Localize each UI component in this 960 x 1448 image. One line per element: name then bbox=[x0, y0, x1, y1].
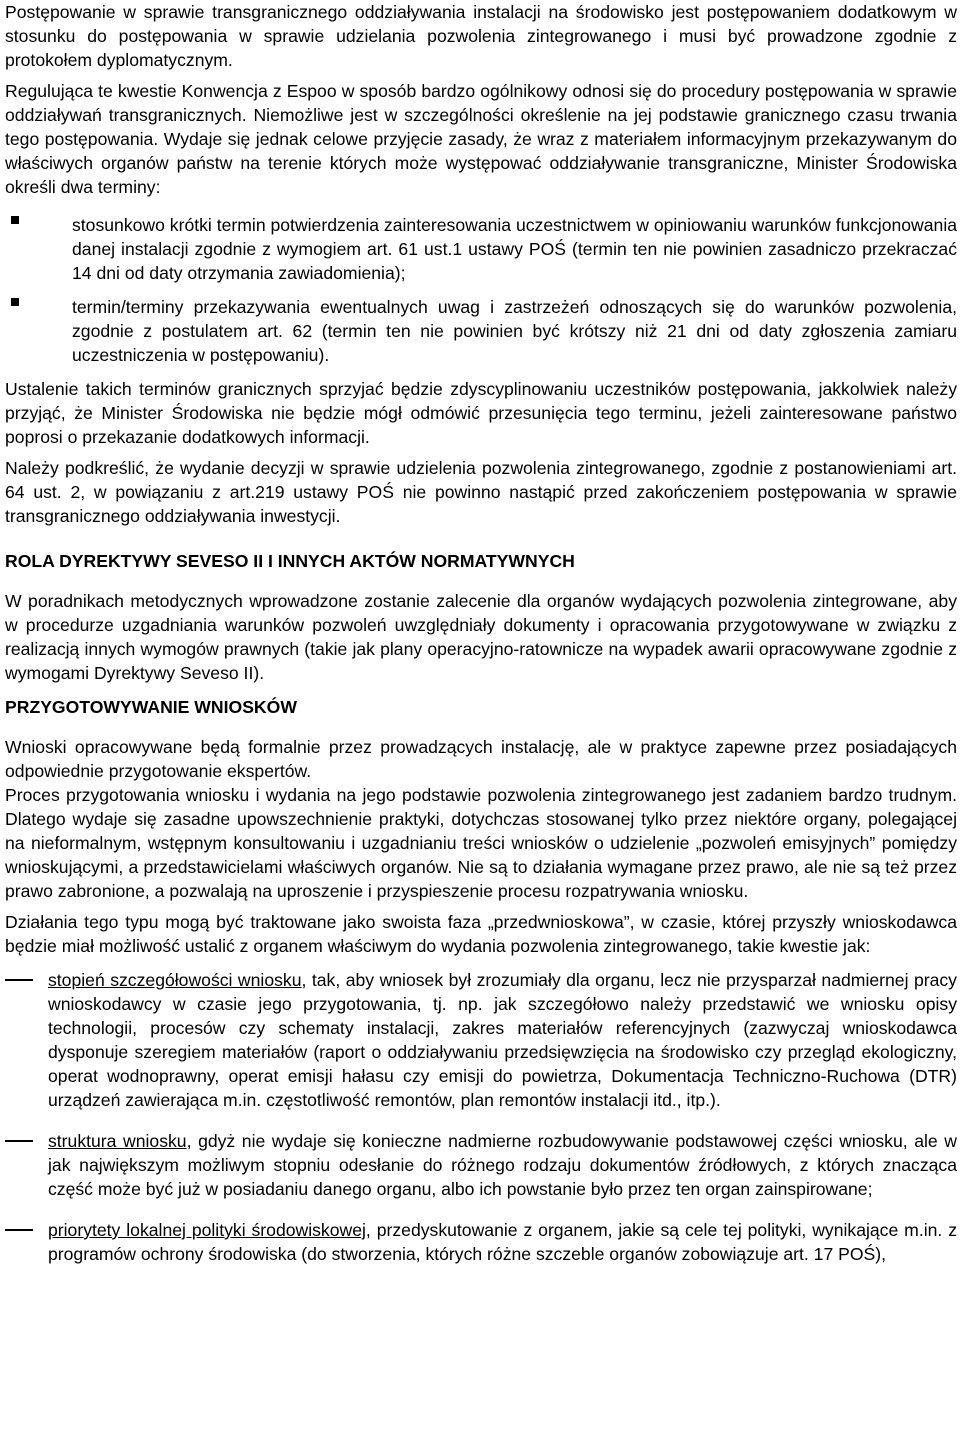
dash-list bbox=[5, 968, 957, 1266]
dash-bullet-icon bbox=[5, 979, 33, 981]
paragraph-methodological-guides: W poradnikach metodycznych wprowadzone zostanie zalecenie dla organów wydających pozwolenia zintegrowane, aby w procedurze uzgadniania warunków pozwoleń uwzględniały dokumenty i opracowania przygotowywane w związku z realizacją innych wymogów prawnych (takie jak plany operacyjno-ratownicze na wypadek awarii opracowywane zgodnie z wymogami Dyrektywy Seveso II). bbox=[5, 591, 957, 683]
dash-item-text: gdyż nie wydaje się konieczne nadmierne rozbudowywanie podstawowej części wniosku, ale w jak największym możliwym stopniu odesłanie do różnego rodzaju dokumentów źródłowych, z których znacząca część może być już w posiadaniu danego organu, albo ich powstanie było przez ten organ zainspirowane; bbox=[48, 1131, 957, 1199]
paragraph-pre-application: Działania tego typu mogą być traktowane jako swoista faza „przedwnioskowa”, w czasie, której przyszły wnioskodawca będzie miał możliwość ustalić z organem właściwym do wydania pozwolenia zintegrowanego, takie kwestie jak: bbox=[5, 912, 957, 956]
dash-item-priorities bbox=[5, 1218, 957, 1266]
dash-bullet-icon bbox=[5, 1140, 33, 1142]
square-bullet-icon bbox=[11, 216, 19, 224]
paragraph-applications-prepared: Wnioski opracowywane będą formalnie przez prowadzących instalację, ale w praktyce zapewne przez posiadających odpowiednie przygotowanie ekspertów. bbox=[5, 737, 957, 781]
paragraph-decision: Należy podkreślić, że wydanie decyzji w sprawie udzielenia pozwolenia zintegrowanego, zgodnie z postanowieniami art. 64 ust. 2, w powiązaniu z art.219 ustawy POŚ nie powinno nastąpić przed zakończeniem postępowania w sprawie transgranicznego oddziaływania inwestycji. bbox=[5, 458, 957, 526]
deadline-bullet-list bbox=[5, 213, 957, 367]
paragraph-transboundary-procedure: Postępowanie w sprawie transgranicznego oddziaływania instalacji na środowisko jest postępowaniem dodatkowym w stosunku do postępowania w sprawie udzielania pozwolenia zintegrowanego i musi być prowadzone zgodnie z protokołem dyplomatycznym. bbox=[5, 2, 957, 70]
dash-item-term: priorytety lokalnej polityki środowiskowej bbox=[48, 1220, 366, 1240]
dash-bullet-icon bbox=[5, 1229, 33, 1231]
bullet-item-text: termin/terminy przekazywania ewentualnych uwag i zastrzeżeń odnoszących się do warunków pozwolenia, zgodnie z postulatem art. 62 (termin ten nie powinien być krótszy niż 21 dni od daty zgłoszenia zamiaru uczestniczenia w postępowaniu). bbox=[72, 297, 957, 365]
section-heading-seveso: ROLA DYREKTYWY SEVESO II I INNYCH AKTÓW NORMATYWNYCH bbox=[5, 551, 575, 571]
section-heading-applications: PRZYGOTOWYWANIE WNIOSKÓW bbox=[5, 697, 297, 717]
dash-item-structure bbox=[5, 1129, 957, 1201]
square-bullet-icon bbox=[11, 298, 19, 306]
dash-item-term: struktura wniosku, bbox=[48, 1131, 192, 1151]
bullet-item-1 bbox=[5, 213, 957, 285]
paragraph-espoo-convention: Regulująca te kwestie Konwencja z Espoo w sposób bardzo ogólnikowy odnosi się do procedury postępowania w sprawie oddziaływań transgranicznych. Niemożliwe jest w szczególności określenie na jej podstawie granicznego czasu trwania tego postępowania. Wydaje się jednak celowe przyjęcie zasady, że wraz z materiałem informacyjnym przekazywanym do właściwych organów państw na terenie których może występować oddziaływanie transgraniczne, Minister Środowiska określi dwa terminy: bbox=[5, 81, 957, 197]
bullet-item-text: stosunkowo krótki termin potwierdzenia zainteresowania uczestnictwem w opiniowaniu warunków funkcjonowania danej instalacji zgodnie z wymogiem art. 61 ust.1 ustawy POŚ (termin ten nie powinien zasadniczo przekraczać 14 dni od daty otrzymania zawiadomienia); bbox=[72, 215, 958, 283]
dash-item-text: , przedyskutowanie z organem, jakie są cele tej polityki, wynikające m.in. z programów ochrony środowiska (do stworzenia, których różne szczeble organów zobowiązuje art. 17 POŚ), bbox=[48, 1220, 958, 1264]
paragraph-deadlines: Ustalenie takich terminów granicznych sprzyjać będzie zdyscyplinowaniu uczestników postępowania, jakkolwiek należy przyjąć, że Minister Środowiska nie będzie mógł odmówić przesunięcia tego terminu, jeżeli zainteresowane państwo poprosi o przekazanie dodatkowych informacji. bbox=[5, 379, 957, 447]
paragraph-process: Proces przygotowania wniosku i wydania na jego podstawie pozwolenia zintegrowanego jest zadaniem bardzo trudnym. Dlatego wydaje się zasadne upowszechnienie praktyki, dotychczas stosowanej tylko przez niektóre organy, polegającej na nieformalnym, wstępnym konsultowaniu i uzgadnianiu treści wniosków o udzielenie „pozwoleń emisyjnych” pomiędzy wnioskującymi, a przedstawicielami właściwych organów. Nie są to działania wymagane przez prawo, ale nie są też przez prawo zabronione, a pozwalają na uproszenie i przyspieszenie procesu rozpatrywania wniosku. bbox=[5, 785, 957, 901]
dash-item-detail-level bbox=[5, 968, 957, 1112]
bullet-item-2 bbox=[5, 295, 957, 367]
dash-item-text: , tak, aby wniosek był zrozumiały dla organu, lecz nie przysparzał nadmiernej pracy wnioskodawcy w czasie jego przygotowania, tj. np. jak szczegółowo należy przedstawić we wniosku opisy technologii, procesów czy schematy instalacji, zakres materiałów referencyjnych (zazwyczaj wnioskodawca dysponuje szeregiem materiałów (raport o oddziaływaniu przedsięwzięcia na środowisko czy przegląd ekologiczny, operat wodnoprawny, operat emisji hałasu czy emisji do powietrza, Dokumentacja Techniczno-Ruchowa (DTR) urządzeń zawierająca m.in. częstotliwość remontów, plan remontów instalacji itd., itp.). bbox=[48, 970, 957, 1110]
dash-item-term: stopień szczegółowości wniosku bbox=[48, 970, 302, 990]
